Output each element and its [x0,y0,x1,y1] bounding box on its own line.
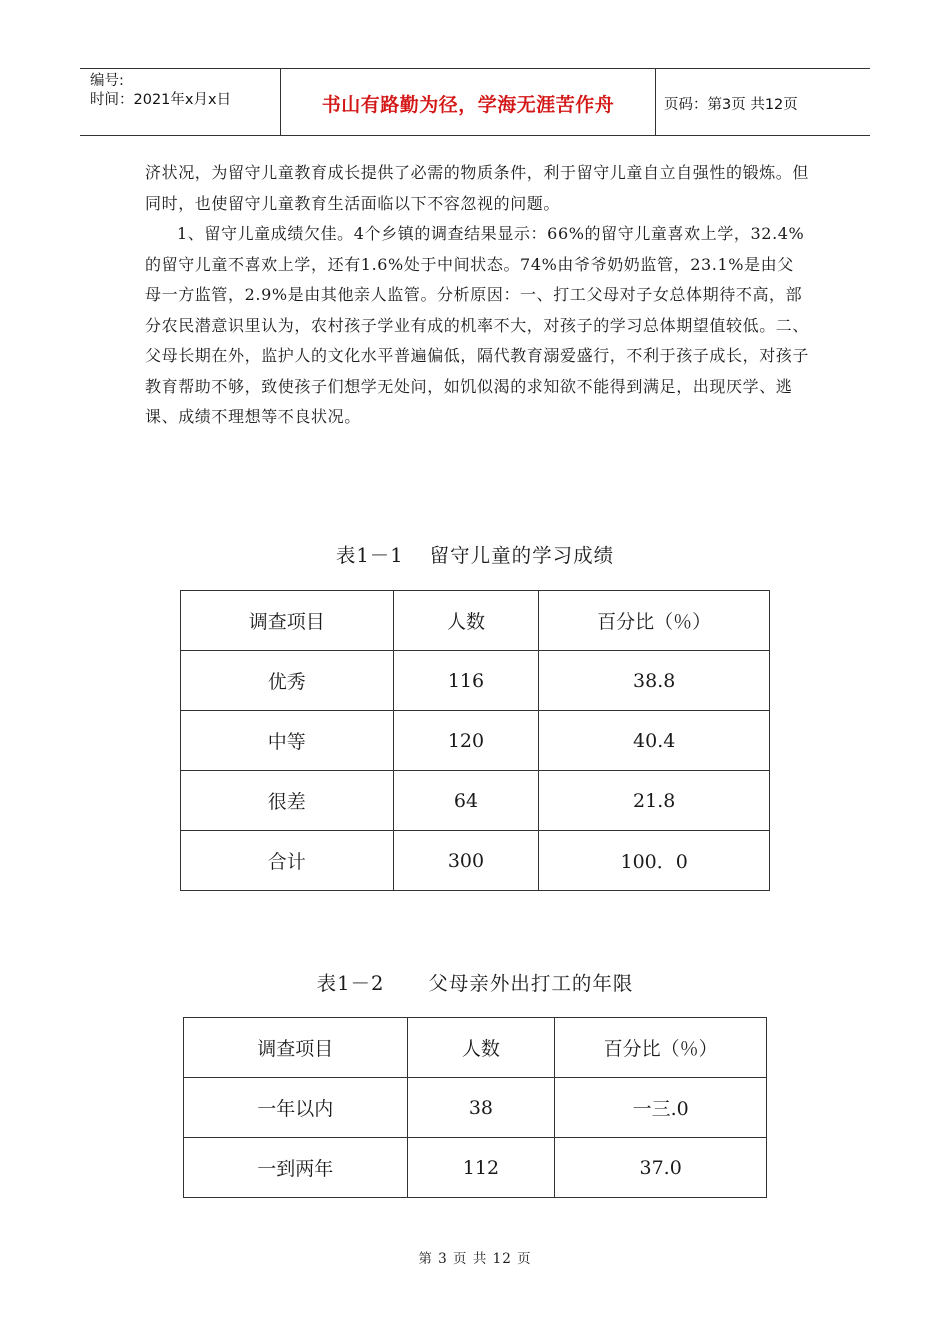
table-row [181,771,770,831]
header-page-info: 页码：第3页 共12页 [664,97,798,113]
table1-caption-title: 留守儿童的学习成绩 [429,544,615,567]
paragraph: 1、留守儿童成绩欠佳。4个乡镇的调查结果显示：66%的留守儿童喜欢上学，32.4% 的留守儿童不喜欢上学，还有1.6%处于中间状态。74%由爷爷奶奶监管，23.1%是由父母一方监管，2.9%是由其他亲人监管。分析原因：一、打工父母对子女总体期待不高，部分农民潜意识里认为，农村孩子学业有成的机率不大，对孩子的学习总体期望值较低。二、父母长期在外，监护人的文化水平普遍偏低，隔代教育溺爱盛行，不利于孩子成长，对孩子教育帮助不够，致使孩子们想学无处问，如饥似渴的求知欲不能得到满足，出现厌学、逃课、成绩不理想等不良状况。 [145,224,810,426]
table-cell: 一年以内 [184,1078,408,1138]
table-row [181,831,770,891]
table-header-cell: 调查项目 [181,591,394,651]
header-divider [280,68,281,136]
header-motto: 书山有路勤为径，学海无涯苦作舟 [321,94,615,116]
table-cell: 一到两年 [184,1138,408,1198]
table-cell: 100．0 [539,831,770,891]
table2-caption [0,968,950,996]
table1-caption [0,540,950,568]
table-row [184,1138,767,1198]
table-cell: 一三.0 [555,1078,767,1138]
table-cell: 112 [407,1138,555,1198]
header-top-rule [80,68,870,69]
table2-caption-title: 父母亲外出打工的年限 [428,972,634,995]
table-cell: 64 [393,771,539,831]
table-cell: 300 [393,831,539,891]
table2 [183,1017,767,1198]
table-cell: 40.4 [539,711,770,771]
table-header-cell: 人数 [393,591,539,651]
table-cell: 优秀 [181,651,394,711]
table-header-cell: 调查项目 [184,1018,408,1078]
table-cell: 38.8 [539,651,770,711]
table-row [181,651,770,711]
table-row [181,711,770,771]
table-cell: 合计 [181,831,394,891]
table-header-row [181,591,770,651]
table2-caption-number: 表1－2 [316,972,385,995]
table1 [180,590,770,891]
table-header-cell: 人数 [407,1018,555,1078]
table-cell: 116 [393,651,539,711]
body-text [145,158,810,433]
table-cell: 120 [393,711,539,771]
table-header-row [184,1018,767,1078]
header-divider [655,68,656,136]
table-cell: 21.8 [539,771,770,831]
table-cell: 38 [407,1078,555,1138]
doc-time-label: 时间：2021年x月x日 [90,92,232,108]
table-cell: 很差 [181,771,394,831]
table-cell: 37.0 [555,1138,767,1198]
table-cell: 中等 [181,711,394,771]
table-header-cell: 百分比（％） [539,591,770,651]
doc-number-label: 编号: [90,73,124,89]
header-meta [90,72,231,110]
paragraph: 济状况，为留守儿童教育成长提供了必需的物质条件，利于留守儿童自立自强性的锻炼。但同时，也使留守儿童教育生活面临以下不容忽视的问题。 [145,163,810,213]
table-header-cell: 百分比（％） [555,1018,767,1078]
table1-caption-number: 表1－1 [335,544,404,567]
page-footer: 第 3 页 共 12 页 [418,1251,532,1267]
header-bottom-rule [80,135,870,136]
table-row [184,1078,767,1138]
